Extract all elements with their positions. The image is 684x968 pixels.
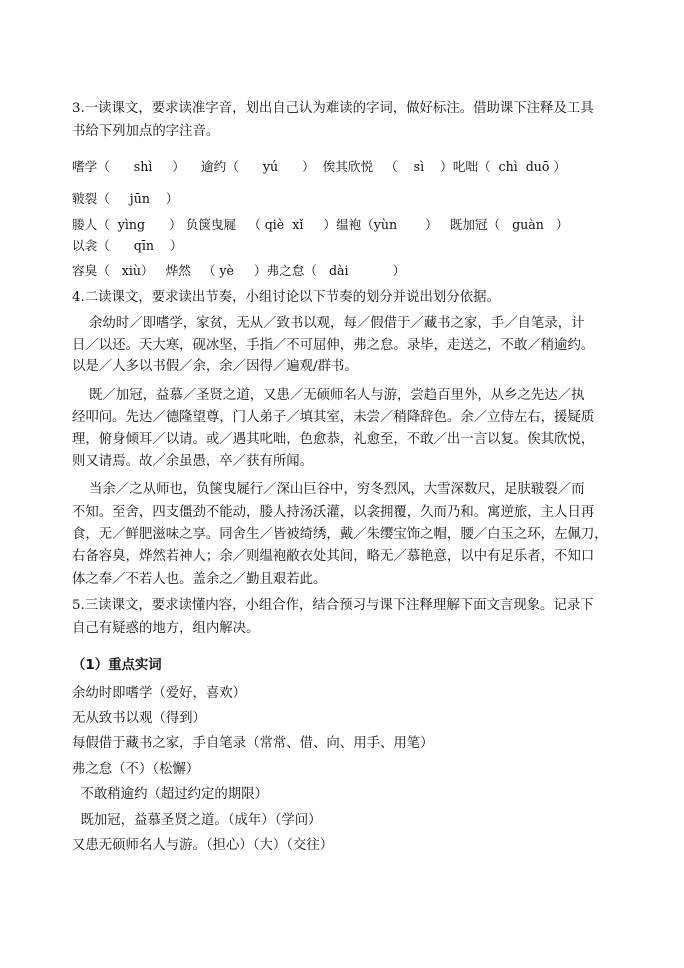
- passage-p2-line: 则又请焉。故／余虽愚，卒／获有所闻。: [72, 454, 314, 469]
- passage-p1-line: 日／以还。天大寒，砚冰坚，手指／不可屈伸，弗之怠。录毕，走送之，不敢／稍逾约。: [72, 338, 595, 353]
- key-word-item: 又患无硕师名人与游。（担心）（大）（交往）: [72, 838, 334, 853]
- key-word-item: 不敢稍逾约（超过约定的期限）: [72, 787, 268, 802]
- key-word-item: 既加冠，益慕圣贤之道。（成年）（学问）: [72, 813, 322, 828]
- passage-p3-line: 当余／之从师也，负箧曳屣行／深山巨谷中，穷冬烈风，大雪深数尺，足肤皲裂／而: [72, 482, 585, 497]
- pinyin-row-4: 以衾（ qīn ）: [72, 238, 183, 253]
- q3-instruction-line-2: 书给下列加点的字注音。: [72, 124, 220, 139]
- passage-p2-line: 理，俯身倾耳／以请。或／遇其叱咄，色愈恭，礼愈至，不敢／出一言以复。俟其欣悦，: [72, 432, 595, 447]
- pinyin-row-2: 皲裂（ jūn ）: [72, 191, 179, 206]
- pinyin-row-3: 媵人（ yìng ） 负箧曳屣 （ qiè xǐ ）缊袍（yùn ） 既加冠（ guàn ）: [72, 217, 569, 232]
- section-heading-key-words: （1）重点实词: [72, 658, 162, 673]
- passage-p1-line: 以是／人多以书假／余，余／因得／遍观/群书。: [72, 359, 358, 374]
- passage-p1-line: 余幼时／即嗜学，家贫，无从／致书以观，每／假借于／藏书之家，手／自笔录，计: [72, 316, 585, 331]
- key-word-item: 每假借于藏书之家，手自笔录（常常、借、向、用手、用笔）: [72, 736, 434, 751]
- pinyin-row-5: 容臭（ xiù） 烨然 （ yè ）弗之怠（ dài ）: [72, 263, 406, 278]
- passage-p2-line: 经叩问。先达／德隆望尊，门人弟子／填其室，未尝／稍降辞色。余／立侍左右，援疑质: [72, 410, 595, 425]
- q5-instruction-line-2: 自己有疑惑的地方，组内解决。: [72, 621, 260, 636]
- key-word-item: 无从致书以观（得到）: [72, 711, 206, 726]
- q4-heading: 4.二读课文，要求读出节奏，小组讨论以下节奏的划分并说出划分依据。: [72, 290, 500, 305]
- key-word-item: 弗之怠（不）（松懈）: [72, 762, 200, 777]
- passage-p3-line: 右备容臭，烨然若神人；余／则缊袍敝衣处其间，略无／慕艳意，以中有足乐者，不知口: [72, 549, 595, 564]
- passage-p2-line: 既／加冠，益慕／圣贤之道，又患／无硕师名人与游，尝趋百里外，从乡之先达／执: [72, 388, 585, 403]
- q3-instruction-line-1: 3.一读课文，要求读准字音，划出自己认为难读的字词，做好标注。借助课下注释及工具: [72, 101, 594, 116]
- passage-p3-line: 不知。至舍，四支僵劲不能动，媵人持汤沃灌，以衾拥覆，久而乃和。寓逆旅，主人日再: [72, 505, 595, 520]
- key-word-item: 余幼时即嗜学（爱好，喜欢）: [72, 686, 247, 701]
- pinyin-row-1: 嗜学（ shì ） 逾约（ yú ） 俟其欣悦 （ sì ）叱咄（ chì duō ）: [72, 159, 567, 174]
- passage-p3-line: 体之奉／不若人也。盖余之／勤且艰若此。: [72, 572, 327, 587]
- passage-p3-line: 食，无／鲜肥滋味之享。同舍生／皆被绮绣，戴／朱缨宝饰之帽，腰／白玉之环，左佩刀，: [72, 527, 608, 542]
- q5-instruction-line-1: 5.三读课文，要求读懂内容，小组合作，结合预习与课下注释理解下面文言现象。记录下: [72, 598, 594, 613]
